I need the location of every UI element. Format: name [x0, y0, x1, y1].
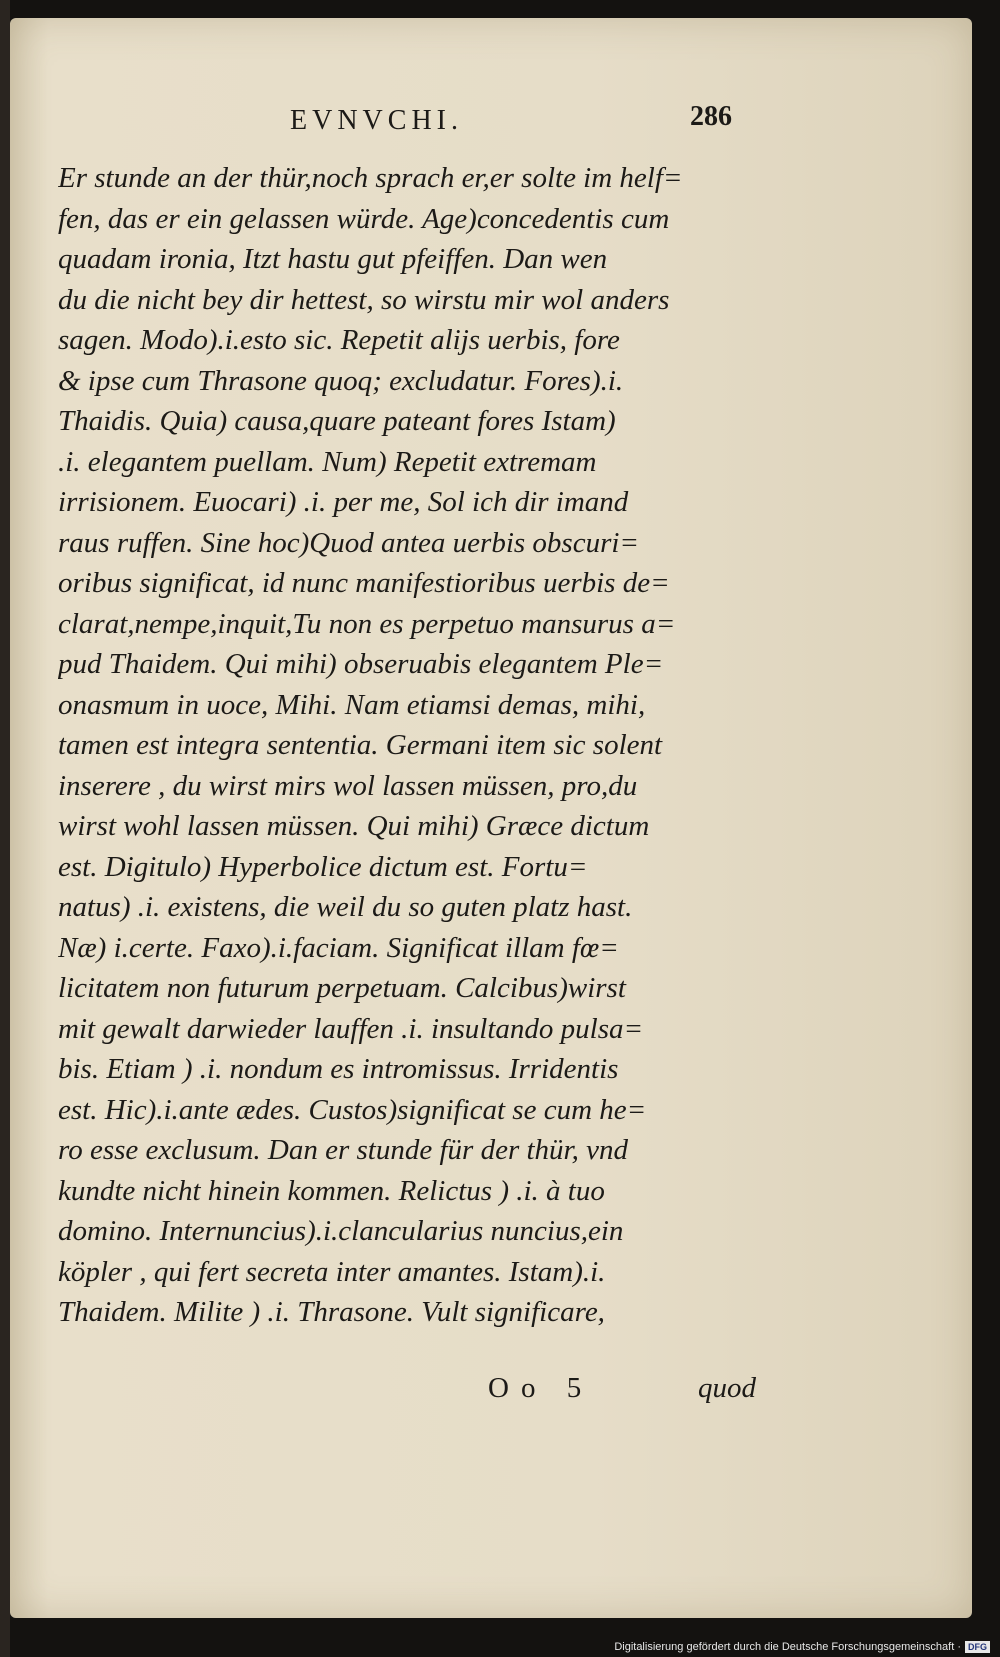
text-line: pud Thaidem. Qui mihi) obseruabis elegantem Ple= [58, 648, 664, 680]
text-line: Thaidis. Quia) causa,quare pateant fores Istam) [58, 405, 616, 437]
signature-mark: Oo 5 [488, 1372, 594, 1404]
text-line: Er stunde an der thür,noch sprach er,er solte im helf= [58, 162, 683, 194]
text-line: onasmum in uoce, Mihi. Nam etiamsi demas, mihi, [58, 688, 646, 721]
text-line: clarat,nempe,inquit,Tu non es perpetuo mansurus a= [58, 607, 676, 640]
page-number: 286 [690, 101, 732, 132]
text-line: Næ) i.certe. Faxo).i.faciam. Significat illam fœ= [58, 931, 619, 964]
text-line: domino. Internuncius).i.clancularius nuncius,ein [58, 1215, 624, 1247]
text-line: ro esse exclusum. Dan er stunde für der thür, vnd [58, 1134, 628, 1166]
running-head [60, 95, 760, 145]
text-line: tamen est integra sententia. Germani item sic solent [58, 729, 663, 761]
text-line: inserere , du wirst mirs wol lassen müssen, pro,du [58, 769, 638, 802]
catchword: quod [698, 1372, 756, 1404]
text-line: & ipse cum Thrasone quoq; excludatur. Fores).i. [58, 364, 624, 397]
text-line: raus ruffen. Sine hoc)Quod antea uerbis obscuri= [58, 526, 639, 559]
text-line: sagen. Modo).i.esto sic. Repetit alijs uerbis, fore [58, 324, 620, 356]
text-line: est. Hic).i.ante ædes. Custos)significat se cum he= [58, 1093, 647, 1126]
text-line: köpler , qui fert secreta inter amantes. Istam).i. [58, 1255, 606, 1288]
body-text [58, 158, 768, 1333]
text-line: bis. Etiam ) .i. nondum es intromissus. Irridentis [58, 1053, 619, 1085]
text-line: quadam ironia, Itzt hastu gut pfeiffen. Dan wen [58, 243, 608, 275]
text-line: licitatem non futurum perpetuam. Calcibus)wirst [58, 972, 626, 1004]
digitization-footer [614, 1641, 990, 1653]
signature-line [58, 1372, 768, 1412]
text-line: .i. elegantem puellam. Num) Repetit extremam [58, 445, 597, 478]
text-line: oribus significat, id nunc manifestioribus uerbis de= [58, 567, 670, 599]
text-line: natus) .i. existens, die weil du so guten platz hast. [58, 891, 633, 923]
text-line: wirst wohl lassen müssen. Qui mihi) Græce dictum [58, 810, 650, 842]
text-line: du die nicht bey dir hettest, so wirstu mir wol anders [58, 283, 670, 316]
text-line: irrisionem. Euocari) .i. per me, Sol ich dir imand [58, 486, 629, 518]
text-line: Thaidem. Milite ) .i. Thrasone. Vult significare, [58, 1296, 605, 1328]
footer-credit: Digitalisierung gefördert durch die Deutsche Forschungsgemeinschaft · [614, 1641, 961, 1653]
text-line: fen, das er ein gelassen würde. Age)concedentis cum [58, 202, 670, 235]
text-line: est. Digitulo) Hyperbolice dictum est. Fortu= [58, 850, 588, 883]
text-line: kundte nicht hinein kommen. Relictus ) .i. à tuo [58, 1174, 605, 1207]
text-line: mit gewalt darwieder lauffen .i. insultando pulsa= [58, 1012, 644, 1045]
page-gutter [0, 0, 10, 1657]
dfg-logo: DFG [965, 1641, 990, 1653]
running-title: EVNVCHI. [290, 105, 463, 136]
